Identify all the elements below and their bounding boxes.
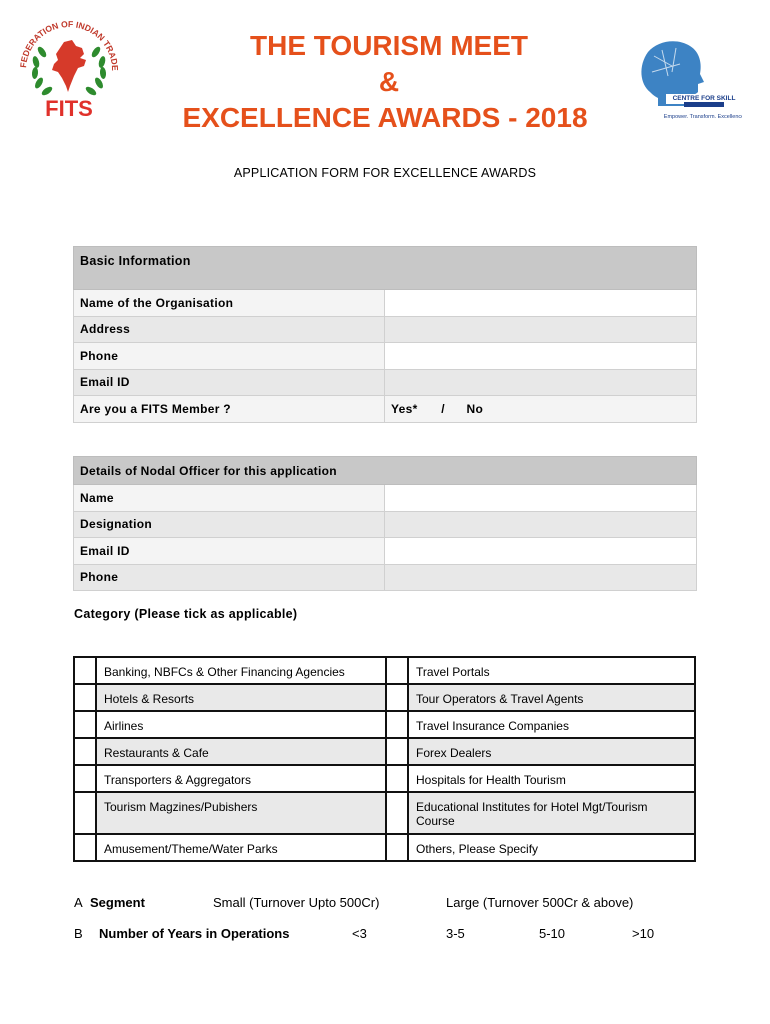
category-option: Hospitals for Health Tourism bbox=[408, 765, 695, 792]
fits-member-yes-option[interactable]: Yes* bbox=[391, 401, 418, 416]
field-label: Name of the Organisation bbox=[74, 290, 385, 317]
table-row bbox=[74, 396, 697, 423]
fits-member-no-option[interactable]: No bbox=[466, 401, 484, 416]
years-option-over-10[interactable]: >10 bbox=[632, 926, 655, 941]
years-option-5-10[interactable]: 5-10 bbox=[539, 926, 566, 941]
table-row bbox=[74, 657, 695, 684]
table-row bbox=[74, 834, 695, 861]
nodal-officer-heading: Details of Nodal Officer for this application bbox=[74, 457, 697, 485]
category-checkbox[interactable] bbox=[74, 711, 96, 738]
category-checkbox[interactable] bbox=[74, 765, 96, 792]
centre-for-skill-logo bbox=[632, 36, 742, 126]
category-option: Airlines bbox=[96, 711, 386, 738]
basic-information-table bbox=[73, 246, 697, 423]
fits-member-separator: / bbox=[441, 401, 445, 416]
field-label: Address bbox=[74, 316, 385, 343]
field-label: Email ID bbox=[74, 538, 385, 565]
table-row bbox=[74, 765, 695, 792]
table-row bbox=[74, 316, 697, 343]
category-option: Educational Institutes for Hotel Mgt/Tourism Course bbox=[408, 792, 695, 834]
category-checkbox[interactable] bbox=[386, 738, 408, 765]
table-row bbox=[74, 564, 697, 591]
page-title-ampersand: & bbox=[378, 66, 400, 97]
category-option: Restaurants & Cafe bbox=[96, 738, 386, 765]
category-checkbox[interactable] bbox=[386, 792, 408, 834]
field-label: Are you a FITS Member ? bbox=[74, 396, 385, 423]
table-row bbox=[74, 538, 697, 565]
field-label: Phone bbox=[74, 343, 385, 370]
nodal-phone-field[interactable] bbox=[385, 564, 697, 591]
address-field[interactable] bbox=[385, 316, 697, 343]
category-checkbox[interactable] bbox=[386, 834, 408, 861]
phone-field[interactable] bbox=[385, 343, 697, 370]
category-checkbox[interactable] bbox=[74, 792, 96, 834]
email-field[interactable] bbox=[385, 369, 697, 396]
basic-information-heading-row bbox=[74, 247, 697, 290]
category-checkbox[interactable] bbox=[386, 711, 408, 738]
table-row bbox=[74, 792, 695, 834]
right-logo-name: CENTRE FOR SKILL bbox=[672, 95, 736, 102]
category-heading: Category (Please tick as applicable) bbox=[74, 607, 298, 621]
segment-option-small[interactable]: Small (Turnover Upto 500Cr) bbox=[213, 895, 380, 910]
segment-label: Segment bbox=[90, 895, 145, 910]
fits-logo-arc-text: FEDERATION OF INDIAN TRADE bbox=[18, 18, 121, 71]
nodal-name-field[interactable] bbox=[385, 485, 697, 512]
table-row bbox=[74, 711, 695, 738]
basic-information-heading: Basic Information bbox=[74, 247, 697, 290]
years-label: Number of Years in Operations bbox=[99, 926, 290, 941]
organisation-name-field[interactable] bbox=[385, 290, 697, 317]
category-checkbox[interactable] bbox=[386, 684, 408, 711]
category-option: Travel Portals bbox=[408, 657, 695, 684]
category-checkbox[interactable] bbox=[74, 657, 96, 684]
table-row bbox=[74, 343, 697, 370]
category-option: Tour Operators & Travel Agents bbox=[408, 684, 695, 711]
table-row bbox=[74, 511, 697, 538]
nodal-designation-field[interactable] bbox=[385, 511, 697, 538]
category-checkbox[interactable] bbox=[386, 765, 408, 792]
form-subtitle: APPLICATION FORM FOR EXCELLENCE AWARDS bbox=[233, 166, 537, 180]
right-logo-tagline: Empower. Transform. Excellence bbox=[663, 114, 742, 120]
fits-member-choice bbox=[385, 396, 697, 423]
years-option-under-3[interactable]: <3 bbox=[352, 926, 367, 941]
page-title-line-1: THE TOURISM MEET bbox=[250, 30, 528, 61]
table-row bbox=[74, 485, 697, 512]
segment-option-large[interactable]: Large (Turnover 500Cr & above) bbox=[446, 895, 634, 910]
nodal-email-field[interactable] bbox=[385, 538, 697, 565]
category-checkbox[interactable] bbox=[74, 834, 96, 861]
category-option: Hotels & Resorts bbox=[96, 684, 386, 711]
category-option: Travel Insurance Companies bbox=[408, 711, 695, 738]
category-checkbox[interactable] bbox=[74, 738, 96, 765]
category-checkbox[interactable] bbox=[74, 684, 96, 711]
category-option: Forex Dealers bbox=[408, 738, 695, 765]
years-option-3-5[interactable]: 3-5 bbox=[446, 926, 465, 941]
fits-logo-acronym: FITS bbox=[45, 96, 93, 121]
field-label: Name bbox=[74, 485, 385, 512]
segment-letter: A bbox=[74, 895, 83, 910]
table-row bbox=[74, 290, 697, 317]
table-row bbox=[74, 369, 697, 396]
field-label: Designation bbox=[74, 511, 385, 538]
field-label: Phone bbox=[74, 564, 385, 591]
category-option: Tourism Magzines/Pubishers bbox=[96, 792, 386, 834]
nodal-officer-table bbox=[73, 456, 697, 591]
category-option: Banking, NBFCs & Other Financing Agencies bbox=[96, 657, 386, 684]
category-table bbox=[73, 656, 696, 862]
page-title-line-3: EXCELLENCE AWARDS - 2018 bbox=[182, 102, 588, 133]
years-letter: B bbox=[74, 926, 83, 941]
category-option: Amusement/Theme/Water Parks bbox=[96, 834, 386, 861]
nodal-officer-heading-row bbox=[74, 457, 697, 485]
category-checkbox[interactable] bbox=[386, 657, 408, 684]
category-option: Transporters & Aggregators bbox=[96, 765, 386, 792]
category-option: Others, Please Specify bbox=[408, 834, 695, 861]
table-row bbox=[74, 684, 695, 711]
table-row bbox=[74, 738, 695, 765]
field-label: Email ID bbox=[74, 369, 385, 396]
